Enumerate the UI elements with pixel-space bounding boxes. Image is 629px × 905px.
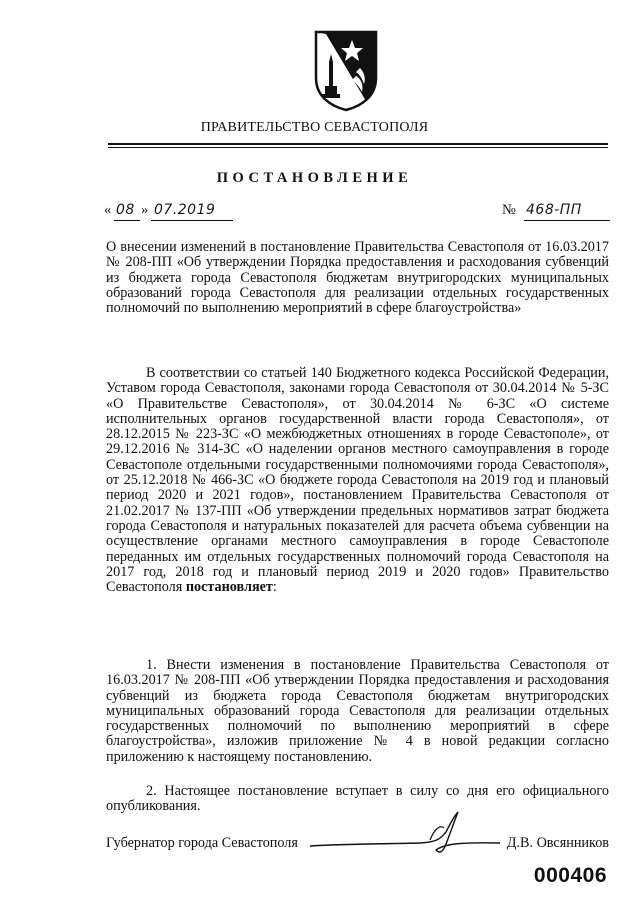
document-title: О внесении изменений в постановление Правительства Севастополя от 16.03.2017 № 208-ПП «Об утверждении Порядка предоставления и расходования субвенций из бюджета города Севастополя бюджетам внутригородских муниципальных образований города Севастополя для реализации отдельных государственных полномочий по выполнению мероприятий в сфере благоустройства» (106, 239, 609, 317)
preamble-paragraph (106, 366, 609, 595)
government-name: ПРАВИТЕЛЬСТВО СЕВАСТОПОЛЯ (200, 120, 429, 135)
date-day: 08 (116, 202, 135, 218)
date-month-year: 07.2019 (154, 202, 216, 218)
document-number (502, 202, 612, 222)
item-1: 1. Внести изменения в постановление Правительства Севастополя от 16.03.2017 № 208-ПП «Об утверждении Порядка предоставления и расходования субвенций из бюджета города Севастополя бюджетам внутригородских муниципальных образований города Севастополя для реализации отдельных государственных полномочий по выполнению мероприятий в сфере благоустройства», изложив приложение № 4 в новой редакции согласно приложению к настоящему постановлению. (106, 657, 609, 765)
date-quote-open: « (104, 202, 112, 218)
resolves-colon: : (272, 579, 277, 596)
date-quote-close: » (141, 202, 149, 218)
serial-number: 000406 (533, 864, 607, 887)
resolves-word: постановляет (185, 579, 273, 596)
item-2: 2. Настоящее постановление вступает в силу со дня его официального опубликования. (106, 783, 609, 815)
preamble-government: Правительство Севастополя (106, 563, 609, 596)
document-type: ПОСТАНОВЛЕНИЕ (216, 170, 413, 186)
signature-block (106, 835, 609, 855)
signer-position: Губернатор города Севастополя (106, 835, 298, 851)
signer-name: Д.В. Овсянников (506, 835, 609, 851)
number-value: 468-ПП (526, 202, 582, 218)
coat-of-arms-emblem (314, 28, 378, 112)
header-rule-thick (108, 143, 608, 145)
document-date (104, 202, 234, 222)
preamble-text: В соответствии со статьей 140 Бюджетного кодекса Российской Федерации, Уставом города Севастополя, законами города Севастополя от 30.04.2014 № 5-ЗС «О Правительстве Севастополя», от 30.04.2014 № 6-ЗС «О системе исполнительных органов государственной власти города Севастополя», от 28.12.2015 № 223-ЗС «О межбюджетных отношениях в городе Севастополе», от 29.12.2016 № 314-ЗС «О наделении органов местного самоуправления в городе Севастополе отдельными государственными полномочиями города Севастополя», от 25.12.2018 № 466-ЗС «О бюджете города Севастополя на 2019 год и плановый период 2020 и 2021 годов», постановлением Правительства Севастополя от 21.02.2017 № 137-ПП «Об утверждении предельных нормативов затрат бюджета города Севастополя и натуральных показателей для расчета объема субвенции на осуществление органами местного самоуправления в городе Севастополе переданных им отдельных государственных полномочий города Севастополя на 2017 год, 2018 год и плановый период 2019 и 2020 годов» (106, 365, 609, 580)
header-rule-thin (108, 147, 608, 148)
number-sign: № (502, 202, 516, 218)
